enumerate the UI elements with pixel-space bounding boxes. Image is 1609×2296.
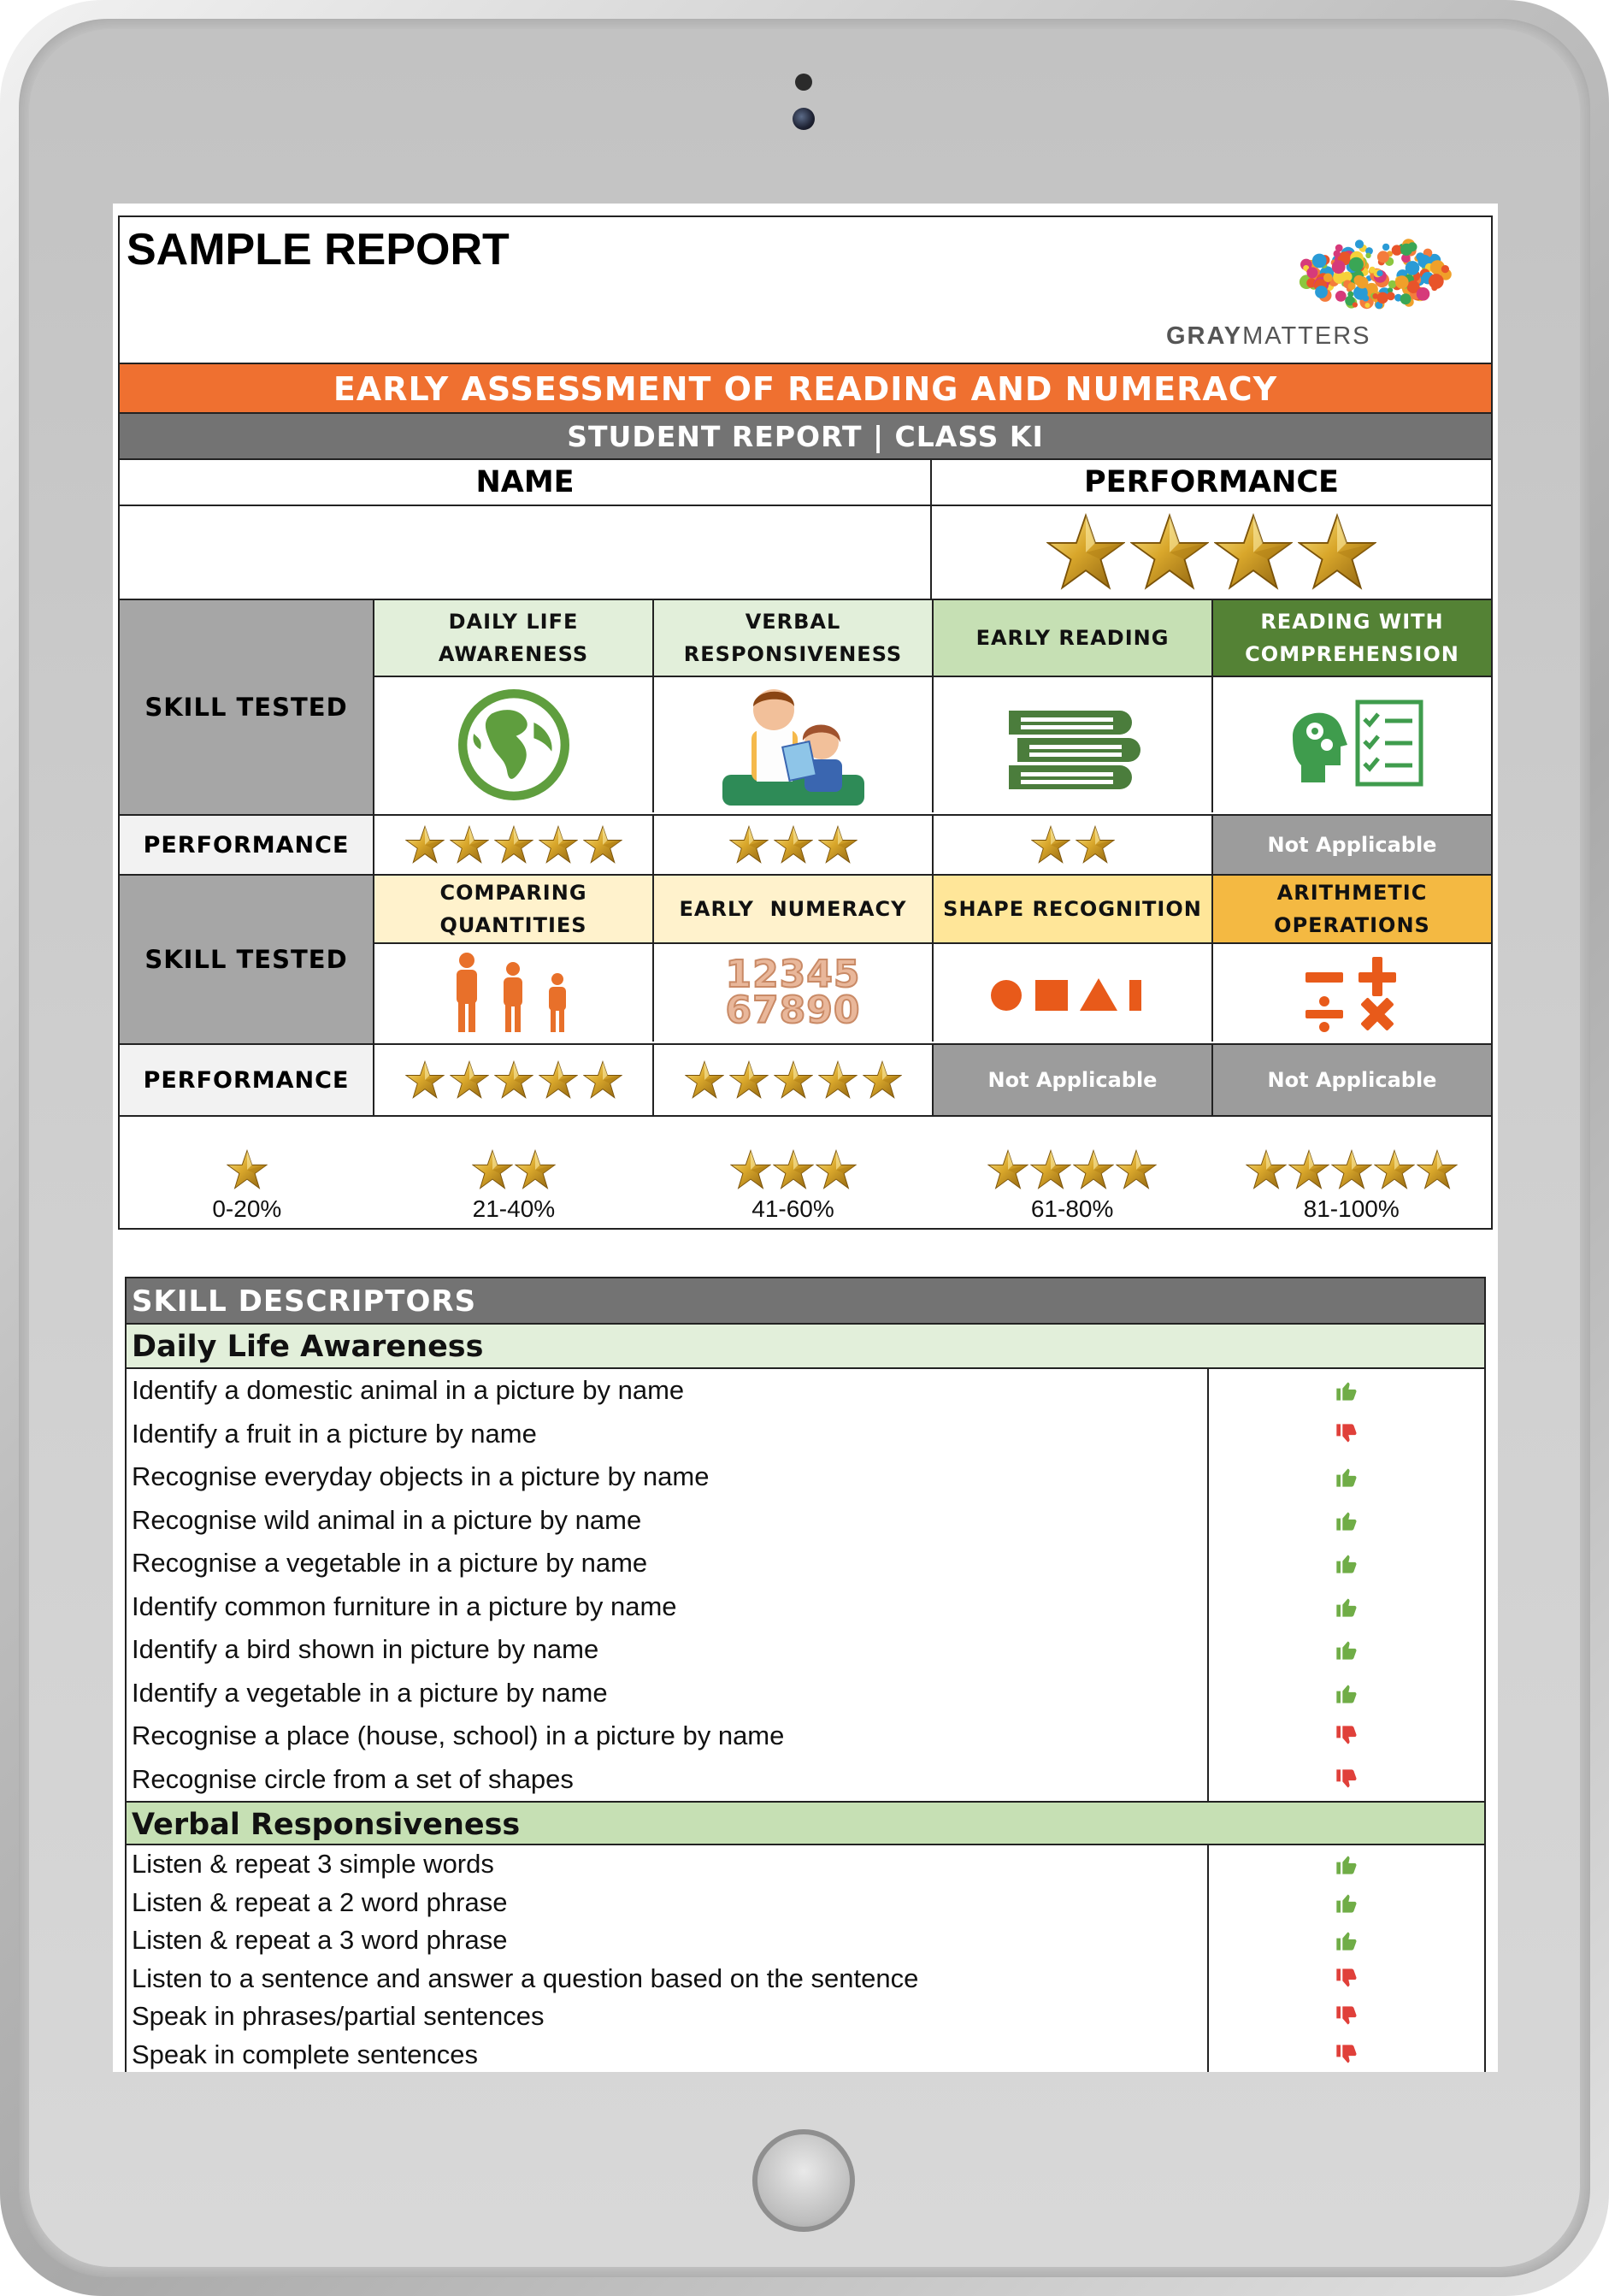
star-icon <box>472 1149 513 1190</box>
perf-reading-comprehension-na: Not Applicable <box>1213 816 1491 874</box>
descriptor-text: Recognise circle from a set of shapes <box>127 1758 1209 1802</box>
star-icon <box>1214 513 1293 592</box>
star-icon <box>450 1060 489 1100</box>
descriptor-row <box>127 1369 1484 1413</box>
descriptor-text: Listen & repeat a 2 word phrase <box>127 1884 1209 1922</box>
skill-descriptors <box>125 1277 1486 2072</box>
descriptor-row <box>127 1499 1484 1543</box>
star-icon <box>1031 825 1070 865</box>
legend-item <box>653 1117 933 1228</box>
descriptor-text: Listen & repeat 3 simple words <box>127 1845 1209 1884</box>
skill-icons-row-1 <box>374 677 1491 812</box>
assessment-banner: EARLY ASSESSMENT OF READING AND NUMERACY <box>120 364 1491 414</box>
thumbs-up-icon <box>1335 1891 1359 1915</box>
star-icon <box>774 825 813 865</box>
thumbs-up-icon <box>1335 1378 1359 1402</box>
perf-daily-life-awareness <box>374 816 654 874</box>
legend-label: 81-100% <box>1303 1195 1400 1222</box>
perf-early-reading <box>934 816 1213 874</box>
legend-item <box>1211 1117 1491 1228</box>
star-icon <box>773 1149 814 1190</box>
perf-shape-recognition-na: Not Applicable <box>934 1045 1213 1115</box>
star-icon <box>539 825 578 865</box>
name-header: NAME <box>120 460 932 505</box>
skill-early-numeracy: EARLY NUMERACY <box>654 876 934 942</box>
descriptor-text: Recognise a vegetable in a picture by name <box>127 1542 1209 1585</box>
report-screen[interactable] <box>113 204 1498 2072</box>
star-icon <box>1417 1149 1458 1190</box>
overall-stars <box>1046 513 1376 592</box>
descriptor-row <box>127 1715 1484 1758</box>
overall-performance <box>932 506 1491 599</box>
skill-tested-label-2: SKILL TESTED <box>120 876 374 1043</box>
descriptor-text: Identify common furniture in a picture by name <box>127 1585 1209 1629</box>
parent-child-reading-icon <box>654 677 934 812</box>
legend-label: 21-40% <box>472 1195 556 1222</box>
thumbs-up-icon <box>1335 1681 1359 1705</box>
camera-icon <box>793 108 815 130</box>
star-rating-legend <box>120 1117 1491 1228</box>
skill-icons-row-2 <box>374 944 1491 1042</box>
star-icon <box>494 825 533 865</box>
thumbs-down-icon <box>1335 2043 1359 2067</box>
descriptor-row <box>127 1672 1484 1715</box>
star-icon <box>405 1060 445 1100</box>
descriptor-text: Identify a vegetable in a picture by name <box>127 1672 1209 1715</box>
star-icon <box>729 1060 769 1100</box>
thumbs-up-icon <box>1335 1465 1359 1489</box>
category-verbal-responsiveness: Verbal Responsiveness <box>127 1801 1484 1845</box>
descriptor-row <box>127 1884 1484 1922</box>
name-performance-value-row <box>120 506 1491 600</box>
descriptor-row <box>127 1455 1484 1499</box>
star-icon <box>729 825 769 865</box>
star-icon <box>494 1060 533 1100</box>
star-icon <box>987 1149 1028 1190</box>
performance-label-1: PERFORMANCE <box>120 816 374 874</box>
shapes-icon <box>934 944 1213 1042</box>
skill-early-reading: EARLY READING <box>934 600 1213 676</box>
brain-dots-icon <box>1161 234 1469 320</box>
report-table <box>118 215 1493 1230</box>
descriptor-text: Speak in phrases/partial sentences <box>127 1998 1209 2036</box>
skill-block-2 <box>120 876 1491 1045</box>
legend-item <box>374 1117 654 1228</box>
star-icon <box>515 1149 556 1190</box>
head-gears-checklist-icon <box>1213 677 1491 812</box>
descriptor-text: Listen to a sentence and answer a question based on the sentence <box>127 1960 1209 1998</box>
descriptor-text: Recognise everyday objects in a picture by name <box>127 1455 1209 1499</box>
star-icon <box>1116 1149 1157 1190</box>
star-icon <box>1046 513 1125 592</box>
thumbs-down-icon <box>1335 1724 1359 1748</box>
legend-item <box>120 1117 374 1228</box>
star-icon <box>1073 1149 1114 1190</box>
thumbs-up-icon <box>1335 1595 1359 1619</box>
descriptor-row <box>127 1845 1484 1884</box>
descriptor-text: Identify a bird shown in picture by name <box>127 1628 1209 1672</box>
home-button[interactable] <box>752 2129 855 2232</box>
category-daily-life-awareness: Daily Life Awareness <box>127 1325 1484 1369</box>
star-icon <box>1374 1149 1415 1190</box>
descriptor-row <box>127 1542 1484 1585</box>
skill-daily-life-awareness: DAILY LIFE AWARENESS <box>374 600 654 676</box>
perf-comparing-quantities <box>374 1045 654 1115</box>
descriptor-text: Recognise a place (house, school) in a picture by name <box>127 1715 1209 1758</box>
star-icon <box>774 1060 813 1100</box>
sensor-dot <box>795 74 812 91</box>
skill-verbal-responsiveness: VERBAL RESPONSIVENESS <box>654 600 934 676</box>
thumbs-down-icon <box>1335 1768 1359 1791</box>
descriptor-row <box>127 1628 1484 1672</box>
star-icon <box>450 825 489 865</box>
star-icon <box>405 825 445 865</box>
name-performance-header-row <box>120 460 1491 506</box>
report-title: SAMPLE REPORT <box>127 225 510 274</box>
star-icon <box>583 1060 622 1100</box>
star-icon <box>227 1149 268 1190</box>
performance-header: PERFORMANCE <box>1084 465 1339 499</box>
performance-label-2: PERFORMANCE <box>120 1045 374 1115</box>
thumbs-down-icon <box>1335 1967 1359 1991</box>
descriptor-text: Listen & repeat a 3 word phrase <box>127 1921 1209 1960</box>
verbal-responsiveness-list <box>127 1845 1484 2072</box>
thumbs-up-icon <box>1335 1551 1359 1575</box>
logo-text: GRAYMATTERS <box>1166 322 1371 350</box>
descriptor-text: Recognise wild animal in a picture by name <box>127 1499 1209 1543</box>
star-icon <box>818 825 858 865</box>
star-icon <box>1298 513 1376 592</box>
globe-icon <box>374 677 654 812</box>
skill-reading-comprehension: READING WITH COMPREHENSION <box>1213 600 1491 676</box>
thumbs-up-icon <box>1335 1852 1359 1876</box>
star-icon <box>583 825 622 865</box>
perf-verbal-responsiveness <box>654 816 934 874</box>
star-icon <box>1246 1149 1287 1190</box>
perf-early-numeracy <box>654 1045 934 1115</box>
skill-descriptors-title: SKILL DESCRIPTORS <box>127 1278 1484 1325</box>
descriptor-text: Identify a fruit in a picture by name <box>127 1413 1209 1456</box>
performance-row-1 <box>120 816 1491 876</box>
star-icon <box>818 1060 858 1100</box>
descriptor-row <box>127 2036 1484 2073</box>
report-header <box>120 217 1491 364</box>
descriptor-text: Speak in complete sentences <box>127 2036 1209 2073</box>
thumbs-up-icon <box>1335 1928 1359 1952</box>
skill-names-row-2 <box>374 876 1491 944</box>
student-report-subtitle: STUDENT REPORT | CLASS KI <box>120 414 1491 460</box>
skill-shape-recognition: SHAPE RECOGNITION <box>934 876 1213 942</box>
descriptor-text: Identify a domestic animal in a picture by name <box>127 1369 1209 1413</box>
people-sizes-icon <box>374 944 654 1042</box>
star-icon <box>539 1060 578 1100</box>
numbers-icon: 12345 67890 <box>654 944 934 1042</box>
thumbs-up-icon <box>1335 1508 1359 1532</box>
math-operations-icon <box>1213 944 1491 1042</box>
star-icon <box>1076 825 1115 865</box>
legend-item <box>933 1117 1212 1228</box>
star-icon <box>1030 1149 1071 1190</box>
legend-label: 61-80% <box>1030 1195 1114 1222</box>
descriptor-row <box>127 1998 1484 2036</box>
thumbs-up-icon <box>1335 1638 1359 1662</box>
skill-block-1 <box>120 600 1491 816</box>
descriptor-row <box>127 1413 1484 1456</box>
star-icon <box>816 1149 857 1190</box>
skill-tested-label: SKILL TESTED <box>120 600 374 814</box>
student-name <box>120 506 932 599</box>
star-icon <box>730 1149 771 1190</box>
star-icon <box>1288 1149 1329 1190</box>
skill-comparing-quantities: COMPARING QUANTITIES <box>374 876 654 942</box>
descriptor-row <box>127 1585 1484 1629</box>
star-icon <box>1331 1149 1372 1190</box>
star-icon <box>685 1060 724 1100</box>
books-icon <box>934 677 1213 812</box>
star-icon <box>1130 513 1209 592</box>
descriptor-row <box>127 1921 1484 1960</box>
star-icon <box>863 1060 902 1100</box>
descriptor-row <box>127 1758 1484 1802</box>
skill-names-row-1 <box>374 600 1491 677</box>
descriptor-row <box>127 1960 1484 1998</box>
perf-arithmetic-operations-na: Not Applicable <box>1213 1045 1491 1115</box>
skill-arithmetic-operations: ARITHMETIC OPERATIONS <box>1213 876 1491 942</box>
legend-label: 0-20% <box>212 1195 282 1222</box>
graymatters-logo <box>1161 234 1469 354</box>
thumbs-down-icon <box>1335 2004 1359 2028</box>
thumbs-down-icon <box>1335 1422 1359 1446</box>
daily-life-awareness-list <box>127 1369 1484 1801</box>
legend-label: 41-60% <box>751 1195 834 1222</box>
performance-row-2 <box>120 1045 1491 1117</box>
